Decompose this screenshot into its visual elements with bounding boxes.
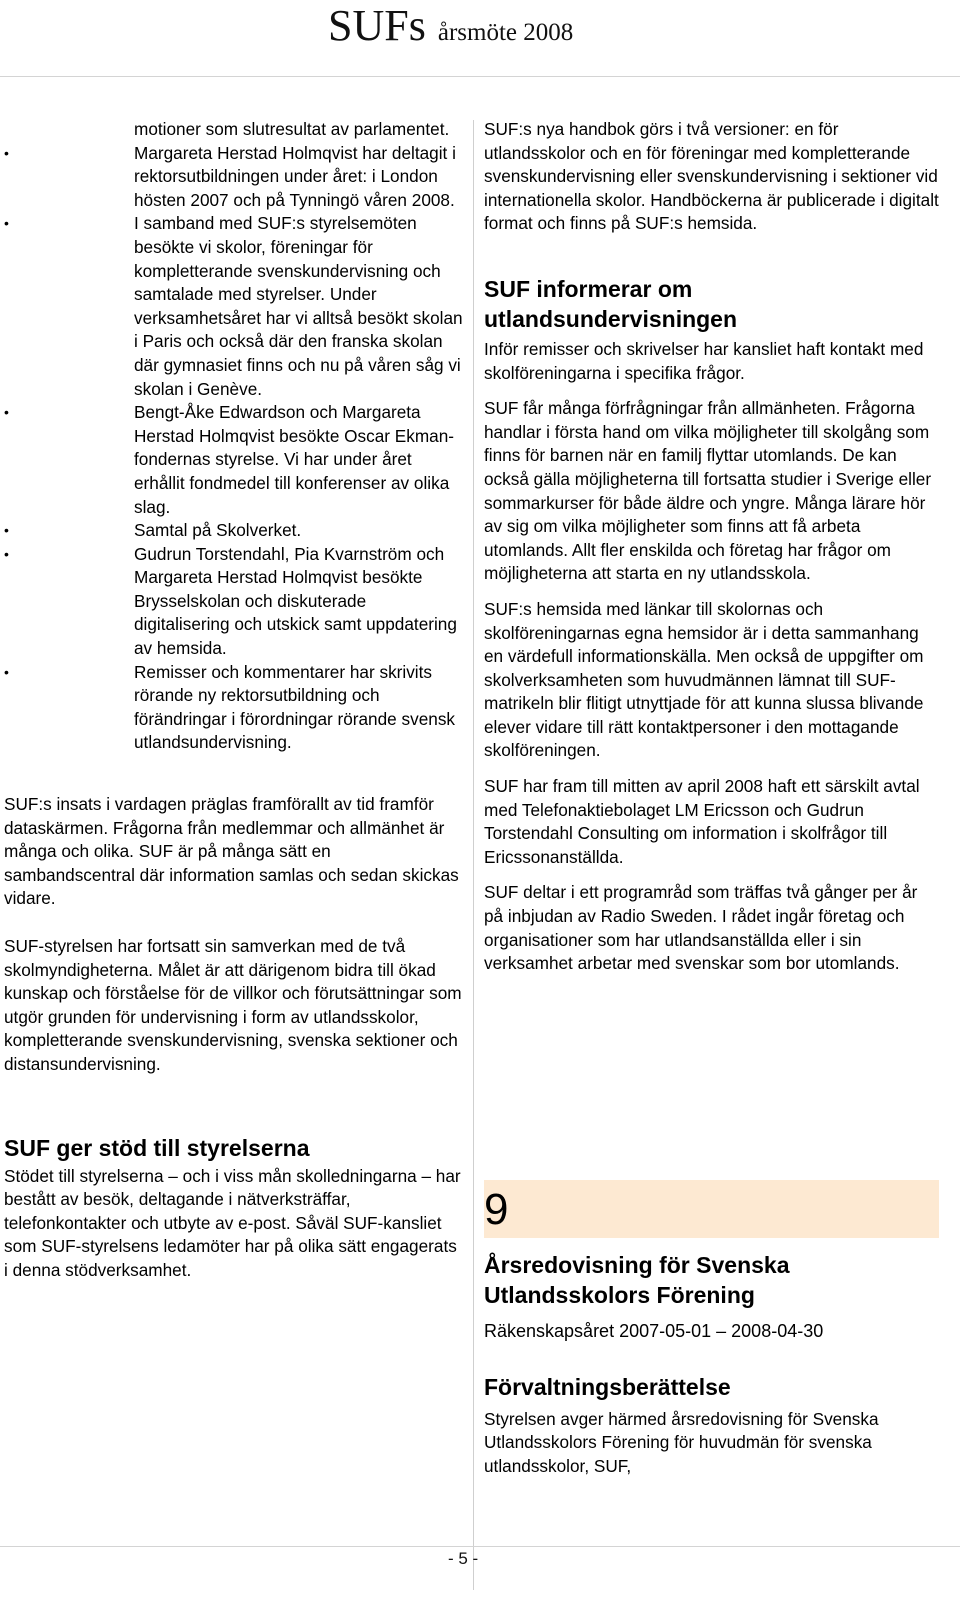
bullet-icon: • xyxy=(4,545,9,562)
bullet-icon: • xyxy=(4,663,9,680)
section-number-bar xyxy=(484,1180,939,1238)
bullet-list xyxy=(4,142,464,755)
paragraph: SUF får många förfrågningar från allmänheten. Frågorna handlar i första hand om vilka möjligheter till skolgång som finns för barnen när en familj flyttar utomlands. De kan också gälla möjligheterna till fortsatta studier i Sverige eller sommarkurser för både äldre och yngre. Många lärare hör av sig om vilka möjligheter som finns att få arbeta utomlands. Allt fler enskilda och företag har frågor om möjligheterna att starta en ny utlandsskola. xyxy=(484,398,932,584)
list-item xyxy=(4,519,464,543)
paragraph: SUF-styrelsen har fortsatt sin samverkan med de två skolmyndigheterna. Målet är att därigenom bidra till ökad kunskap och förståelse för de villkor och förutsättningar som utgör grunden för undervisning i form av utlandsskolor, kompletterande svenskundervisning, svenska sektioner och distansundervisning. xyxy=(4,936,462,1074)
bullet-icon: • xyxy=(4,404,9,421)
paragraph: Inför remisser och skrivelser har kansliet haft kontakt med skolföreningarna i specifika frågor. xyxy=(484,338,924,383)
list-item xyxy=(4,543,464,661)
list-item-text: Margareta Herstad Holmqvist har deltagit i rektorsutbildningen under året: i London hösten 2007 och på Tynningö våren 2008. xyxy=(134,142,456,210)
header-title-group xyxy=(328,0,573,52)
section-heading: Förvaltningsberättelse xyxy=(484,1373,731,1400)
section-heading: Årsredovisning för Svenska Utlandsskolors Förening xyxy=(484,1252,790,1308)
section-heading: SUF informerar om utlandsundervisningen xyxy=(484,275,738,332)
paragraph: SUF:s nya handbok görs i två versioner: en för utlandsskolor och en för föreningar med kompletterande svenskundervisning eller svenskundervisning i sektioner vid internationella skolor. Handböckerna är publicerade i digitalt format och finns på SUF:s hemsida. xyxy=(484,119,939,234)
list-item xyxy=(4,212,464,401)
section-heading: SUF ger stöd till styrelserna xyxy=(4,1134,310,1161)
right-column xyxy=(484,118,939,976)
header-title: SUFs xyxy=(328,1,426,50)
list-item-text: I samband med SUF:s styrelsemöten besökte vi skolor, föreningar för kompletterande svenskundervisning och samtalade med styrelser. Under verksamhetsåret har vi alltså besökt skolan i Paris och också där den franska skolan där gymnasiet finns och nu på våren såg vi skolan i Genève. xyxy=(134,213,463,399)
page-number: - 5 - xyxy=(448,1549,479,1568)
bullet-continuation: motioner som slutresultat av parlamentet. xyxy=(134,119,450,139)
list-item-text: Remisser och kommentarer har skrivits rörande ny rektorsutbildning och förändringar i förordningar rörande svensk utlandsundervisning. xyxy=(134,661,456,753)
fiscal-year: Räkenskapsåret 2007-05-01 – 2008-04-30 xyxy=(484,1321,824,1341)
paragraph: SUF:s hemsida med länkar till skolornas och skolföreningarnas egna hemsidor är i detta sammanhang en värdefull informationskälla. Men också de uppgifter om skolverksamheten som huvudmännen lämnat till SUF-matrikeln blir flitigt utnyttjade för att kunna slussa blivande elever vidare till rätt kontaktpersoner i den mottagande skolföreningen. xyxy=(484,598,924,761)
paragraph: Styrelsen avger härmed årsredovisning för Svenska Utlandsskolors Förening för huvudmän för svenska utlandsskolor, SUF, xyxy=(484,1408,879,1476)
header-subtitle: årsmöte 2008 xyxy=(437,19,574,46)
paragraph: SUF deltar i ett programråd som träffas två gånger per år på inbjudan av Radio Sweden. I rådet ingår företag och organisationer som har utlandsanställda eller i sin verksamhet arbetar med svenskar som bor utomlands. xyxy=(484,882,918,974)
left-column xyxy=(4,118,464,1283)
column-divider xyxy=(473,120,474,1590)
list-item-text: Bengt-Åke Edwardson och Margareta Herstad Holmqvist besökte Oscar Ekman-fondernas styrelse. Vi har under året erhållit fondmedel till konferenser av olika slag. xyxy=(134,402,454,517)
list-item xyxy=(4,661,464,755)
bullet-icon: • xyxy=(4,144,9,161)
list-item xyxy=(4,142,464,213)
paragraph: SUF:s insats i vardagen präglas framförallt av tid framför dataskärmen. Frågorna från medlemmar och allmänhet är många och olika. SUF är på många sätt en sambandscentral där information samlas och sedan skickas vidare. xyxy=(4,794,459,909)
list-item-text: Samtal på Skolverket. xyxy=(134,520,302,541)
page-header xyxy=(0,0,960,77)
footer-rule xyxy=(0,1546,960,1547)
bullet-icon: • xyxy=(4,215,9,232)
bullet-icon: • xyxy=(4,522,9,539)
paragraph: SUF har fram till mitten av april 2008 haft ett särskilt avtal med Telefonaktiebolaget LM Ericsson och Gudrun Torstendahl Consulting om information i skolfrågor till Ericssonanställda. xyxy=(484,776,920,867)
annual-report-section xyxy=(484,1250,939,1478)
list-item xyxy=(4,401,464,519)
section-number: 9 xyxy=(484,1185,509,1234)
list-item-text: Gudrun Torstendahl, Pia Kvarnström och Margareta Herstad Holmqvist besökte Brysselskolan och diskuterade digitalisering och utskick samt uppdatering av hemsida. xyxy=(134,543,457,659)
paragraph: Stödet till styrelserna – och i viss mån skolledningarna – har bestått av besök, deltagande i nätverksträffar, telefonkontakter och utbyte av e-post. Såväl SUF-kansliet som SUF-styrelsens ledamöter har på olika sätt engagerats i denna stödverksamhet. xyxy=(4,1165,461,1280)
